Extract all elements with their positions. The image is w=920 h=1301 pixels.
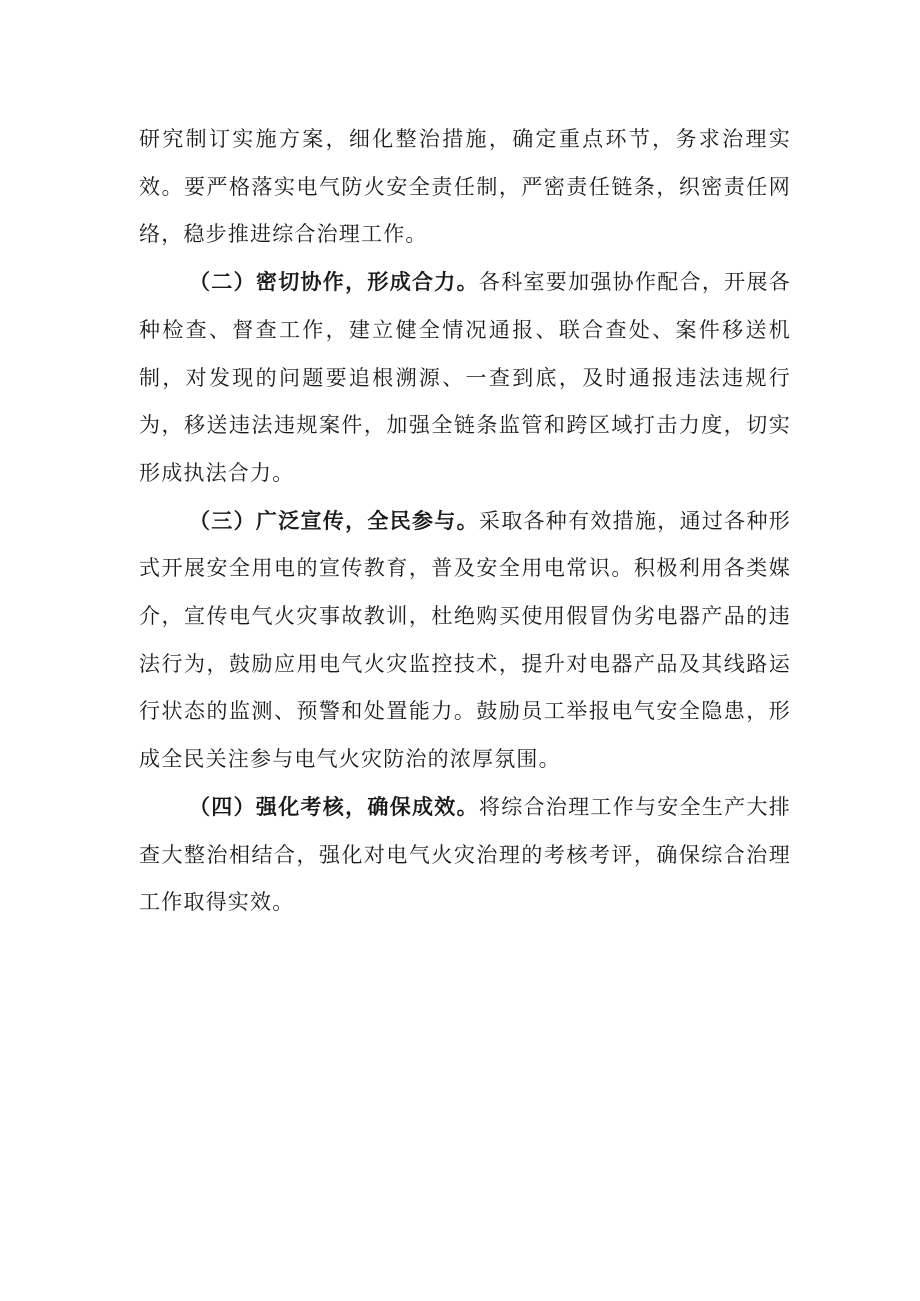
paragraph-assessment (139, 784, 791, 927)
document-body (139, 116, 791, 927)
section-heading: （二）密切协作，形成合力。 (189, 270, 479, 295)
paragraph-cooperation (139, 259, 791, 498)
paragraph-text: 采取各种有效措施，通过各种形式开展安全用电的宣传教育，普及安全用电常识。积极利用各类媒介，宣传电气火灾事故教训，杜绝购买使用假冒伪劣电器产品的违法行为，鼓励应用电气火灾监控技术，提升对电器产品及其线路运行状态的监测、预警和处置能力。鼓励员工举报电气安全隐患，形成全民关注参与电气火灾防治的浓厚氛围。 (139, 508, 791, 772)
paragraph-continued (139, 116, 791, 259)
section-heading: （三）广泛宣传，全民参与。 (189, 508, 479, 533)
paragraph-text: 研究制订实施方案，细化整治措施，确定重点环节，务求治理实效。要严格落实电气防火安全责任制，严密责任链条，织密责任网络，稳步推进综合治理工作。 (139, 127, 791, 247)
paragraph-text: 各科室要加强协作配合，开展各种检查、督查工作，建立健全情况通报、联合查处、案件移送机制，对发现的问题要追根溯源、一查到底，及时通报违法违规行为，移送违法违规案件，加强全链条监管和跨区域打击力度，切实形成执法合力。 (139, 270, 791, 485)
paragraph-publicity (139, 498, 791, 784)
section-heading: （四）强化考核，确保成效。 (189, 794, 479, 819)
paragraph-text: 将综合治理工作与安全生产大排查大整治相结合，强化对电气火灾治理的考核考评，确保综合治理工作取得实效。 (139, 794, 791, 915)
